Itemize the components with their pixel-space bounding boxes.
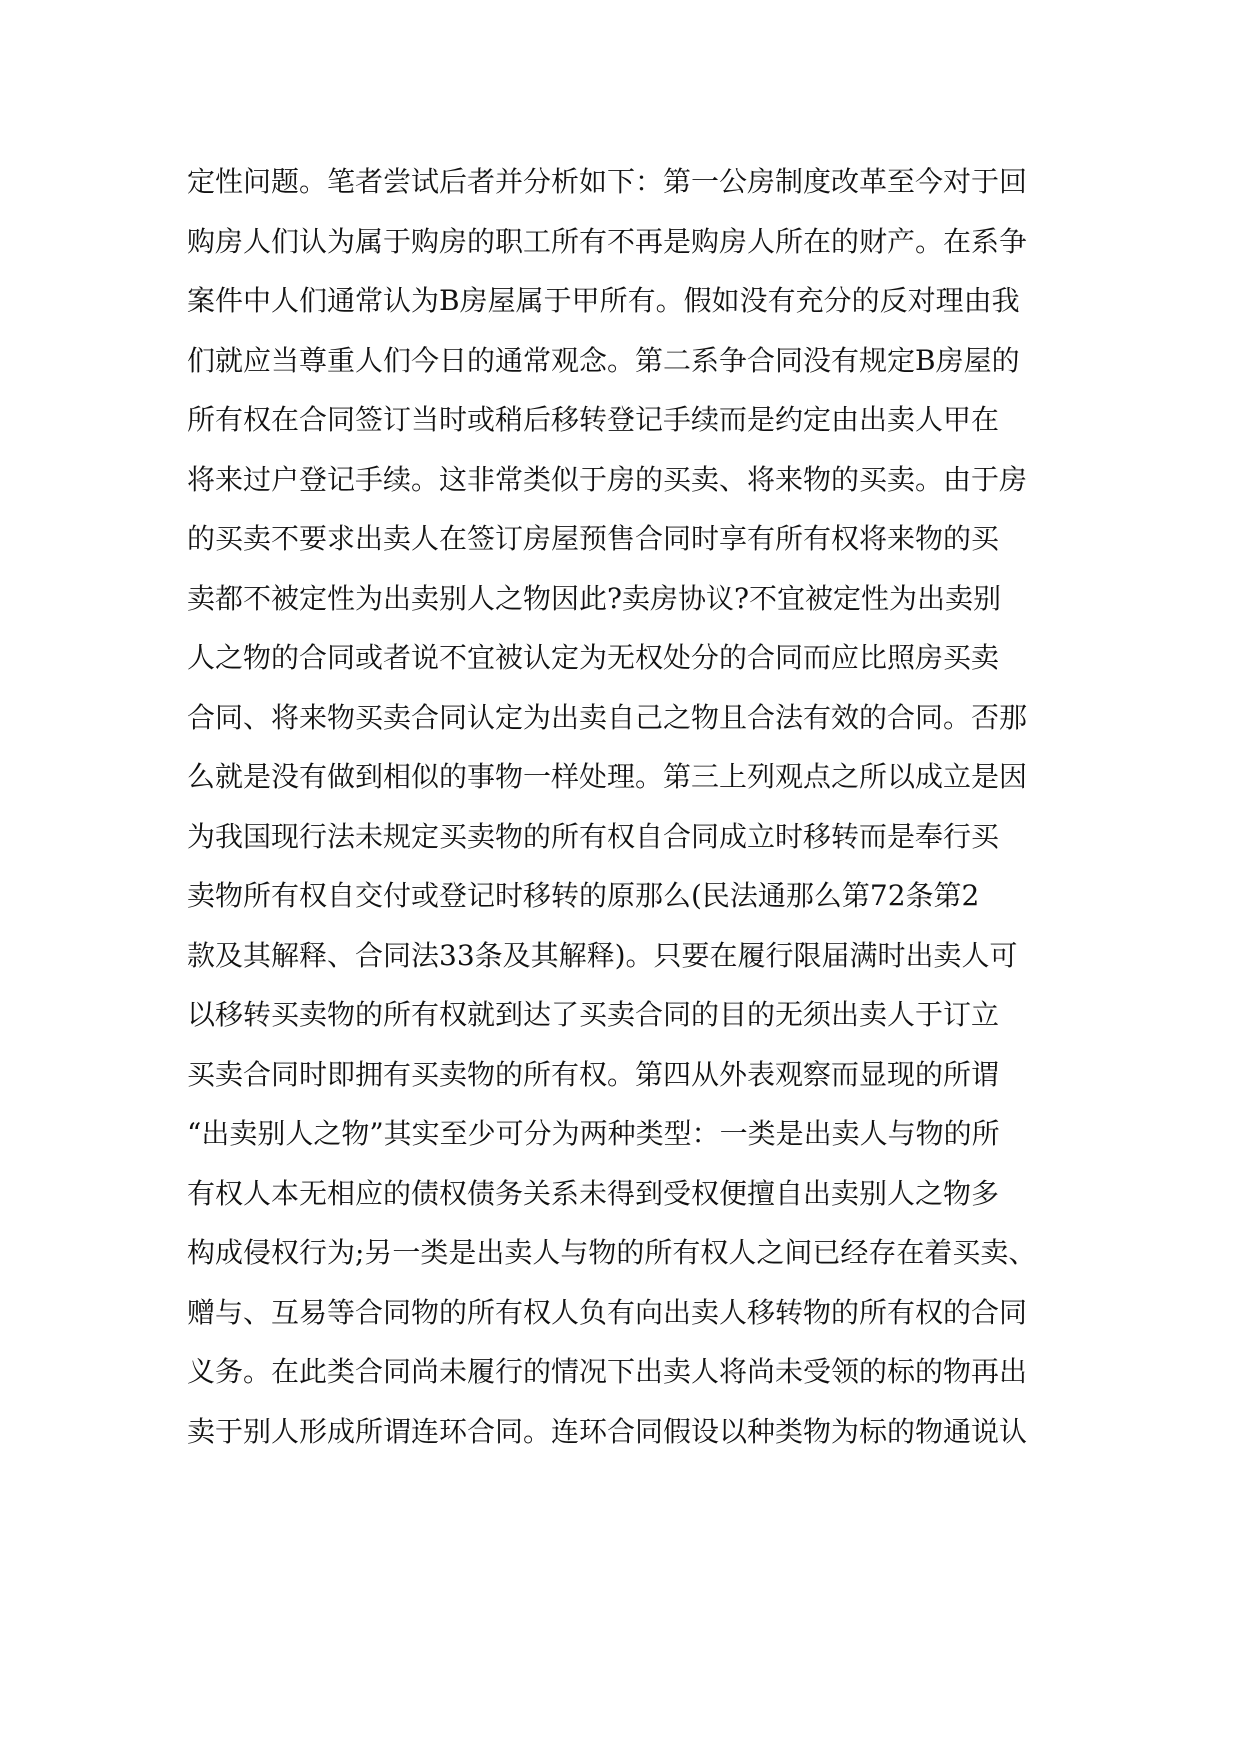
text-line: “出卖别人之物”其实至少可分为两种类型：一类是出卖人与物的所 (187, 1117, 1000, 1150)
text-line: 卖于别人形成所谓连环合同。连环合同假设以种类物为标的物通说认 (187, 1414, 1028, 1448)
text-line: 卖物所有权自交付或登记时移转的原那么(民法通那么第72条第2 (187, 879, 980, 912)
text-line: 买卖合同时即拥有买卖物的所有权。第四从外表观察而显现的所谓 (187, 1057, 1000, 1091)
text-line: 义务。在此类合同尚未履行的情况下出卖人将尚未受领的标的物再出 (187, 1355, 1028, 1388)
text-line: 购房人们认为属于购房的职工所有不再是购房人所在的财产。在系争 (187, 224, 1028, 258)
text-line: 卖都不被定性为出卖别人之物因此?卖房协议?不宜被定性为出卖别 (187, 581, 1002, 615)
text-line: 合同、将来物买卖合同认定为出卖自己之物且合法有效的合同。否那 (187, 700, 1028, 734)
text-line: 人之物的合同或者说不宜被认定为无权处分的合同而应比照房买卖 (187, 641, 1000, 674)
text-line: 将来过户登记手续。这非常类似于房的买卖、将来物的买卖。由于房 (187, 462, 1028, 496)
text-line: 定性问题。笔者尝试后者并分析如下：第一公房制度改革至今对于回 (187, 165, 1028, 198)
text-line: 以移转买卖物的所有权就到达了买卖合同的目的无须出卖人于订立 (187, 998, 1000, 1031)
body-text (187, 152, 1067, 1461)
text-line: 构成侵权行为;另一类是出卖人与物的所有权人之间已经存在着买卖、 (187, 1236, 1037, 1269)
text-line: 案件中人们通常认为B房屋属于甲所有。假如没有充分的反对理由我 (187, 284, 1020, 317)
text-line: 款及其解释、合同法33条及其解释)。只要在履行限届满时出卖人可 (187, 938, 1018, 972)
text-line: 们就应当尊重人们今日的通常观念。第二系争合同没有规定B房屋的 (187, 343, 1020, 377)
text-line: 的买卖不要求出卖人在签订房屋预售合同时享有所有权将来物的买 (187, 522, 1000, 555)
text-line: 赠与、互易等合同物的所有权人负有向出卖人移转物的所有权的合同 (187, 1295, 1028, 1329)
text-line: 所有权在合同签订当时或稍后移转登记手续而是约定由出卖人甲在 (187, 403, 1000, 436)
text-line: 为我国现行法未规定买卖物的所有权自合同成立时移转而是奉行买 (187, 819, 1000, 853)
text-line: 有权人本无相应的债权债务关系未得到受权便擅自出卖别人之物多 (187, 1176, 1000, 1210)
text-line: 么就是没有做到相似的事物一样处理。第三上列观点之所以成立是因 (187, 760, 1028, 793)
